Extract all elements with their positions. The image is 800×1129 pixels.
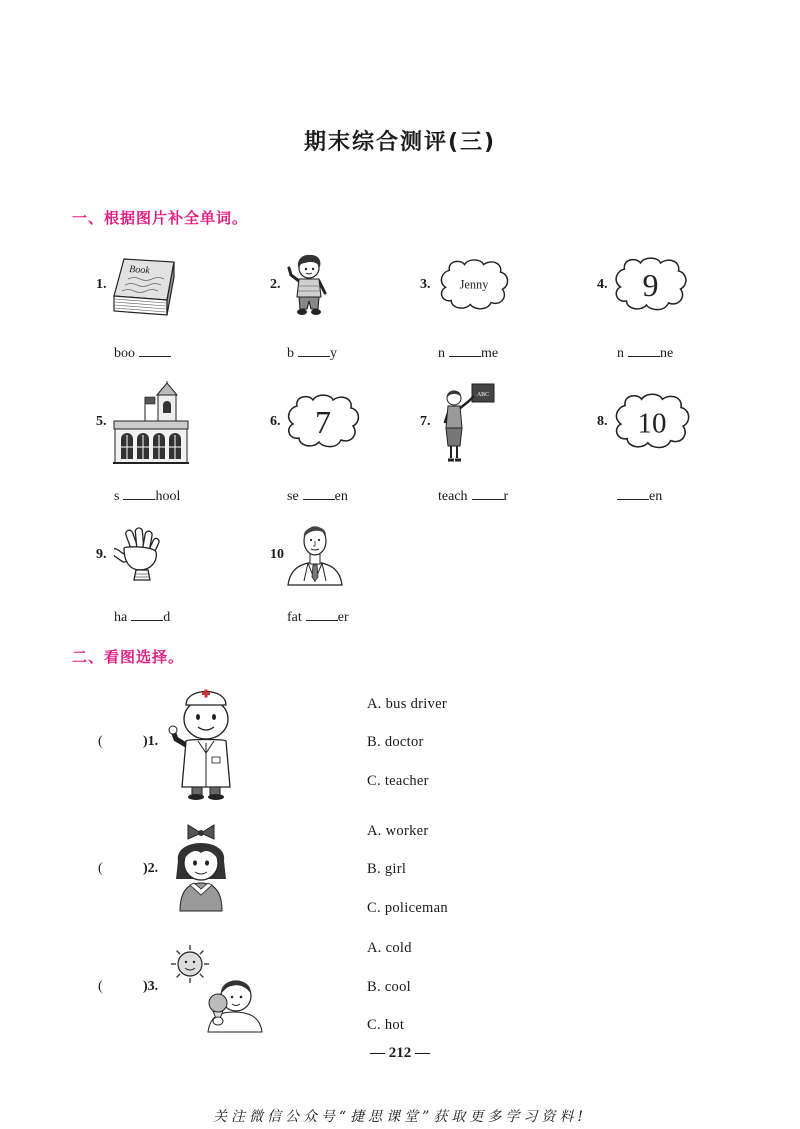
school-picture xyxy=(111,381,191,465)
footer-note: 关注微信公众号“捷思课堂”获取更多学习资料! xyxy=(213,1109,587,1125)
page-title: 期末综合测评(三) xyxy=(303,130,497,155)
word-with-blank xyxy=(287,608,349,626)
page-number: — 212 — xyxy=(370,1045,430,1061)
section-2-heading: 二、看图选择。 xyxy=(72,648,185,666)
cloud-number-text: 10 xyxy=(637,407,667,440)
answer-bracket-open: ( xyxy=(98,861,103,876)
answer-bracket-open: ( xyxy=(98,734,103,749)
section-1-heading: 一、根据图片补全单词。 xyxy=(72,209,249,227)
word-suffix: er xyxy=(337,610,349,625)
answer-blank xyxy=(131,608,163,621)
sun-boy-icecream-picture xyxy=(168,942,268,1034)
word-with-blank xyxy=(114,608,170,626)
teacher-picture xyxy=(436,382,496,464)
item-number: 7. xyxy=(420,414,431,429)
word-with-blank xyxy=(617,487,662,505)
word-prefix: fat xyxy=(287,610,302,625)
question-number: )1. xyxy=(143,734,159,749)
word-with-blank xyxy=(438,344,498,362)
blackboard-text: ABC xyxy=(476,392,490,398)
item-number: 6. xyxy=(270,414,281,429)
boy-picture xyxy=(285,251,331,319)
answer-blank xyxy=(306,608,338,621)
answer-blank xyxy=(472,487,504,500)
word-with-blank xyxy=(114,487,180,505)
word-prefix: boo xyxy=(114,346,135,361)
word-prefix: ha xyxy=(114,610,128,625)
option-a: A. cold xyxy=(367,940,412,956)
option-b: B. cool xyxy=(367,979,411,995)
word-with-blank xyxy=(438,487,508,505)
answer-blank xyxy=(298,344,330,357)
option-b: B. girl xyxy=(367,861,407,877)
question-number: )3. xyxy=(143,979,159,994)
question-number: )2. xyxy=(143,861,159,876)
father-picture xyxy=(284,521,346,587)
name-cloud-picture xyxy=(437,257,511,312)
answer-blank xyxy=(139,344,171,357)
option-c: C. teacher xyxy=(367,773,429,789)
girl-picture xyxy=(168,823,234,913)
word-suffix: d xyxy=(163,610,171,625)
word-suffix: en xyxy=(334,489,348,504)
item-number: 2. xyxy=(270,277,281,292)
item-number: 9. xyxy=(96,547,107,562)
word-prefix: n xyxy=(438,346,445,361)
option-c: C. policeman xyxy=(367,900,448,916)
word-suffix: hool xyxy=(155,489,181,504)
word-with-blank xyxy=(287,487,348,505)
word-prefix: se xyxy=(287,489,299,504)
word-suffix: r xyxy=(503,489,509,504)
book-cover-label: Book xyxy=(128,264,151,277)
option-b: B. doctor xyxy=(367,734,424,750)
word-with-blank xyxy=(114,344,171,362)
option-a: A. bus driver xyxy=(367,696,448,712)
answer-blank xyxy=(303,487,335,500)
book-picture xyxy=(112,257,176,319)
answer-blank xyxy=(628,344,660,357)
hand-picture xyxy=(114,527,162,583)
item-number: 4. xyxy=(597,277,608,292)
cloud-number-text: 9 xyxy=(642,267,659,303)
item-number: 5. xyxy=(96,414,107,429)
number-seven-cloud-picture xyxy=(285,392,361,450)
word-prefix: n xyxy=(617,346,624,361)
option-a: A. worker xyxy=(367,823,429,839)
item-number: 3. xyxy=(420,277,431,292)
word-suffix: en xyxy=(649,489,663,504)
number-nine-cloud-picture xyxy=(612,255,689,313)
item-number: 1. xyxy=(96,277,107,292)
number-ten-cloud-picture xyxy=(611,391,693,451)
answer-blank xyxy=(617,487,649,500)
option-c: C. hot xyxy=(367,1017,405,1033)
item-number: 10 xyxy=(270,547,284,562)
word-prefix: s xyxy=(114,489,120,504)
word-with-blank xyxy=(617,344,673,362)
answer-blank xyxy=(123,487,155,500)
word-suffix: ne xyxy=(660,346,674,361)
word-suffix: me xyxy=(481,346,499,361)
word-prefix: teach xyxy=(438,489,468,504)
word-with-blank xyxy=(287,344,337,362)
word-prefix: b xyxy=(287,346,294,361)
doctor-picture xyxy=(168,683,244,801)
item-number: 8. xyxy=(597,414,608,429)
cloud-name-text: Jenny xyxy=(459,277,489,292)
answer-blank xyxy=(449,344,481,357)
answer-bracket-open: ( xyxy=(98,979,103,994)
cloud-number-text: 7 xyxy=(315,404,331,440)
word-suffix: y xyxy=(330,346,337,361)
